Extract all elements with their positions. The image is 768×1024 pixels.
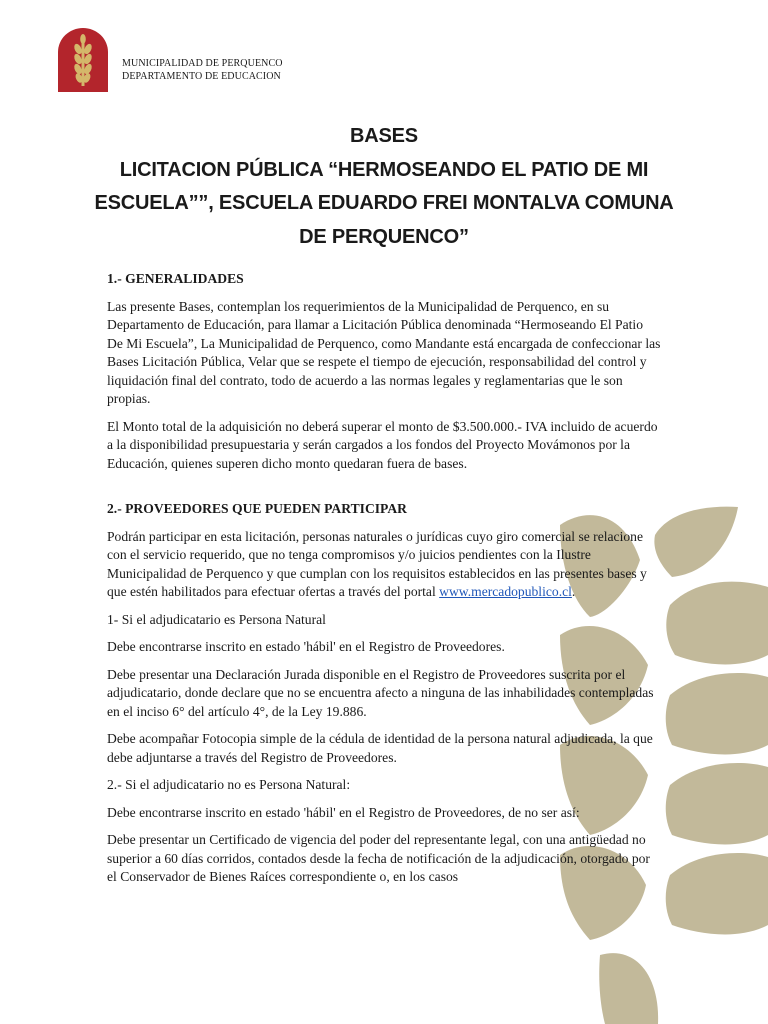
section-1-paragraph-2: El Monto total de la adquisición no deberá superar el monto de $3.500.000.- IVA incluido de acuerdo a la disponibilidad presupuestaria y serán cargados a los fondos del Proyecto Movámonos por la Educación, quienes superen dicho monto quedaran fuera de bases.: [107, 418, 658, 471]
section-2-heading: 2.- PROVEEDORES QUE PUEDEN PARTICIPAR: [107, 501, 407, 516]
org-line-2: DEPARTAMENTO DE EDUCACION: [122, 71, 281, 82]
subsection-persona-natural: 1- Si el adjudicatario es Persona Natural: [107, 611, 326, 627]
document-body: [107, 270, 662, 896]
section-2-paragraph-4: Debe acompañar Fotocopia simple de la cédula de identidad de la persona natural adjudicada, la que debe adjuntarse a través del Registro de Proveedores.: [107, 731, 653, 765]
section-1-heading: 1.- GENERALIDADES: [107, 271, 244, 286]
section-2-paragraph-5: Debe encontrarse inscrito en estado 'hábil' en el Registro de Proveedores, de no ser así:: [107, 804, 580, 820]
title-line-1: BASES: [350, 125, 418, 147]
document-title: [80, 120, 688, 254]
title-line-3: ESCUELA””, ESCUELA EDUARDO FREI MONTALVA COMUNA: [94, 192, 674, 214]
section-2-paragraph-3: Debe presentar una Declaración Jurada disponible en el Registro de Proveedores suscrita por el adjudicatario, donde declare que no se encuentra afecto a ninguna de las inhabilidades contempladas en el inciso 6° del artículo 4°, de la Ley 19.886.: [107, 666, 654, 719]
org-line-1: MUNICIPALIDAD DE PERQUENCO: [122, 58, 283, 69]
title-line-4: DE PERQUENCO”: [299, 225, 469, 248]
section-1-paragraph-1: Las presente Bases, contemplan los requerimientos de la Municipalidad de Perquenco, en su Departamento de Educación, para llamar a Licitación Pública denominada “Hermoseando El Patio De Mi Escuela”, La Municipalidad de Perquenco, como Mandante está encargada de confeccionar las Bases Licitación Pública, Velar que se respete el tiempo de ejecución, responsabilidad del control y liquidación final del contrato, todo de acuerdo a las normas legales y reglamentarias que le son propias.: [107, 298, 661, 406]
title-line-2: LICITACION PÚBLICA “HERMOSEANDO EL PATIO DE MI: [119, 158, 649, 181]
section-2-paragraph-1-text: Podrán participar en esta licitación, personas naturales o jurídicas cuyo giro comercial se relacione con el servicio requerido, que no tenga compromisos y/o juicios pendientes con la Ilustre Municipalidad de Perquenco y que cumplan con los requisitos establecidos en las presentes bases y que estén habilitados para efectuar ofertas a través del portal: [107, 528, 647, 599]
section-2-paragraph-2: Debe encontrarse inscrito en estado 'hábil' en el Registro de Proveedores.: [107, 639, 505, 654]
section-2-paragraph-6: Debe presentar un Certificado de vigencia del poder del representante legal, con una antigüedad no superior a 60 días corridos, contados desde la fecha de notificación de la adjudicación, otorgado por el Conservador de Bienes Raíces correspondiente o, en los casos: [107, 832, 650, 884]
section-2-paragraph-1: [107, 528, 662, 602]
wheat-emblem-icon: [58, 28, 108, 92]
subsection-no-persona-natural: 2.- Si el adjudicatario no es Persona Natural:: [107, 777, 351, 792]
mercadopublico-link[interactable]: www.mercadopublico.cl: [439, 584, 572, 599]
organization-name: [122, 57, 283, 83]
link-suffix: .: [571, 584, 576, 599]
